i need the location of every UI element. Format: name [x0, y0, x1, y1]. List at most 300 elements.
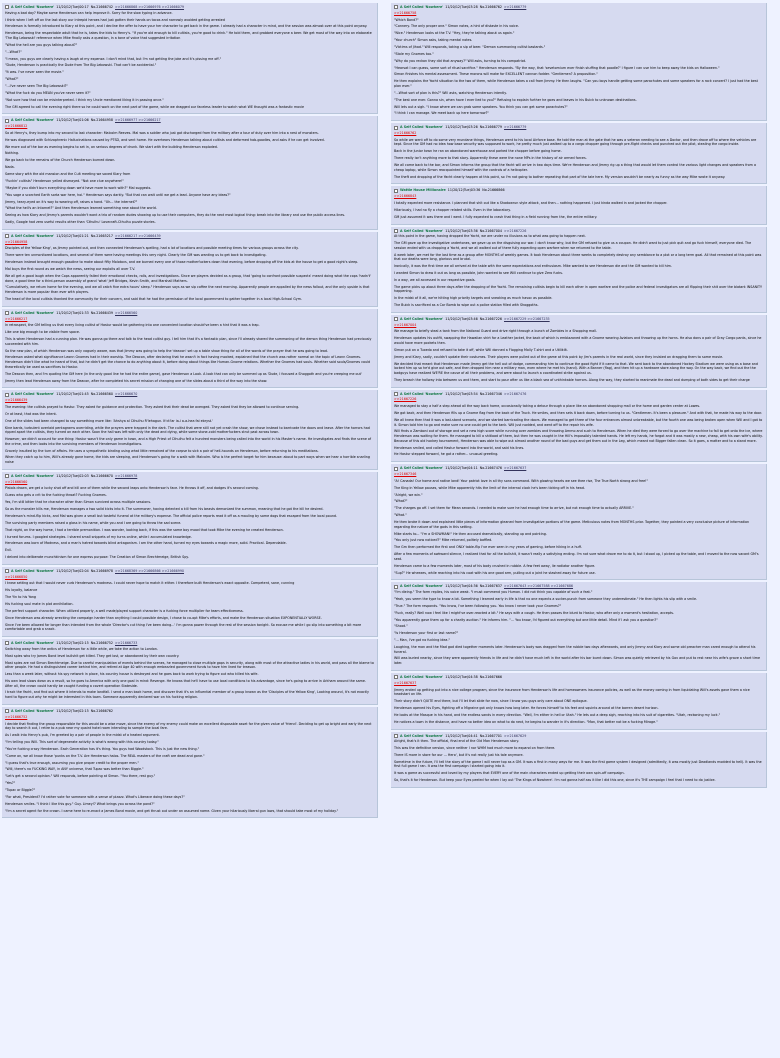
post-header	[5, 5, 374, 10]
post-body	[394, 131, 763, 179]
post-line: There really isn't anything more to that story. Apparently these were the none MPs in the history of air armed forces.	[394, 156, 587, 161]
post-line: As I walk into Henry's pub, I'm greeted by a pair of people in the midst of a heated argument.	[5, 733, 160, 738]
poster-name[interactable]: A Self Called 'Nowhere'	[400, 125, 444, 130]
reply-link[interactable]: >>21666843	[394, 194, 417, 199]
post-line: "I'm telling you Will. This sort of degenerate activity is what's wrong with this country today."	[5, 739, 159, 744]
poster-name[interactable]: A Self Called 'Nowhere'	[400, 228, 444, 233]
post-line: Sadly, Google had zero useful results other than 'Cthulhu' Lovecraft-Cthulhu puzzle stories.	[5, 220, 156, 225]
post-line: "True." The form responds. "You know, I've been following you. You know I never took your Gnomes?"	[394, 603, 562, 608]
post-date: 11/20/12(Tue)01:21	[56, 233, 89, 238]
post-header	[5, 118, 374, 123]
post-header	[5, 234, 374, 239]
post-body	[5, 575, 374, 632]
post-line: Henderson updates his outfit, swapping the Hawaiian shirt for a Leather Jacket, the back of which is emblazoned with a Gnome wearing Aviators and throwing up the horns. He also dons a pair of Gray Cargo pants, since he would have more pockets then.	[394, 336, 762, 345]
post-quote-links[interactable]: >>21667226	[504, 228, 527, 233]
post-line: "Fuckin' cultists" Henderson yelled dismayed. "Not one clue anywhere!"	[5, 178, 124, 183]
post-line: Henderson was born of Madness, and a man's hatred towards blind antagonism. I am the other hand, turned my eyes towards a magic more, solid. Practical. Dependable.	[5, 541, 287, 546]
post-line: Jimmy and Kiary, sadly, couldn't update their costumes. Their players were pulled out of the game at this point by Jim's parents in the real world, since they insisted on dragging them to some movie.	[394, 354, 724, 359]
post-line: Mike starts to... "I'm a SHOWMAN!" He then accused dramatically, standing up and pointing.	[394, 531, 547, 536]
post-line: Since Henderson was already wrecking the campaign harder than anything I could possible design, I chose to co-opt Mike's efforts, and make the Henderson situation EXPONENTIALLY WORSE.	[5, 615, 322, 620]
post-line: "Stole my Gnomes too."	[394, 51, 434, 56]
thread-post	[391, 227, 767, 313]
post-checkbox[interactable]	[394, 467, 398, 471]
post-date: 11/20/12(Tue)04:38	[445, 675, 478, 679]
post-line: We all come back to the bar, and Simon informs the group that the Yacht will arrive in two days time. We're Henderson and Jimmy rig up a thing that would let them control the various light changes and speakers from a cheap laptop, while Simon reacquainted himself with the controls of a helicopter.	[394, 163, 756, 172]
thread-post	[391, 732, 767, 789]
reply-link[interactable]: >>21666217	[5, 316, 28, 321]
post-checkbox[interactable]	[5, 311, 9, 315]
post-number[interactable]: No.21667004	[479, 228, 502, 233]
post-line: "Tupac or Biggie?"	[5, 787, 36, 792]
post-line: "Fuck, really? Well now I feel like I might've over-reacted a bit." He says with a cough. He then passes the blunt to Hastur, who after only a moment's hesitation, accepts.	[394, 610, 675, 615]
post-line: The King in Yellow pauses, while Mike apparently hits the limit of the internal clock he's been ticking off in his head.	[394, 485, 585, 490]
post-number[interactable]: No.21666762	[479, 5, 502, 9]
post-quote-links[interactable]: >>21667643 >>21667588 >>21667686	[504, 584, 574, 589]
post-body	[394, 323, 763, 383]
post-line: The Yin to his Yang	[5, 595, 37, 600]
post-line: This is when Henderson had a cunning plan. He was gonna go there and talk to the head cultist guy. I tell him that it's a fantastic plan, since I'll already shared the summoning of the demon thing Henderson had previously succeeded with him.	[5, 337, 372, 346]
post-line: Simon finishes his mental assessment. These morons will make for EXCELLENT cannon fodder. "Gentlemen? A proposition."	[394, 72, 598, 77]
post-line: "You sage a scorched Earth sorta war here, hoi." Henderson says darkly. "But that can wait until we get a lead. Anyone have any ideas?"	[5, 192, 231, 197]
post-line: I track the Yacht, and find out where it intends to make landfall. I send a man back home, and discover that it's an influential member of a group known as the 'Disciples of the Yellow King', Looking around, it's not exactly hard to figure out why he might be interested in this town. Someone apparently declared war on his fucking religion.	[5, 690, 369, 700]
post-line: Ironically, it was the first time we all arrived at the table with the same expectations and enthusiasm. Mike wanted to see Henderson die and the GM wanted to kill him.	[394, 264, 672, 269]
post-line: So, that's it for Henderson. But keep your Eyes peeled for when I lay out 'The Kings of Nowhere'. I'm not gonna half ass it like I did this one, since it's THE campaign I feel that I need to do justice.	[394, 778, 716, 783]
post-line: It was a game as successful and loved by my players that EVERY one of the main characters ended up getting their own spin-off campaign.	[394, 771, 625, 776]
post-line: In retrospect, the GM telling us that every living cultist of Hastur would be gathering into one convenient location should've been a hint that it was a trap.	[5, 323, 260, 328]
post-number[interactable]: No.21666866	[482, 188, 505, 193]
post-line: I wanted Simon to draw it out as long as possible, John wanted to see Will continue to give Zero fucks.	[394, 270, 564, 275]
post-checkbox[interactable]	[394, 126, 398, 130]
post-number[interactable]: No.21667666	[479, 675, 502, 679]
post-line: Evil.	[5, 548, 12, 553]
post-date: 11/20/12(Tue)01:06	[56, 118, 89, 123]
post-line: "What the fuck do you MEAN you've never seen it?"	[5, 90, 91, 95]
post-line: "Hearsat I can guess, some sort of ritual sacrifice." Henderson responds. "By the way, that 'sevetomium ever finish stuffing that poodle?' I figure I can use him to keep away the kids on Halloween."	[394, 65, 720, 70]
poster-name[interactable]: A Self Called 'Nowhere'	[400, 584, 444, 589]
post-line: Same story with the old mansion and the Cult meeting we saved Kiary from	[5, 172, 131, 177]
post-line: Switching away from the antics of Henderson for a little while, we take the action to London.	[5, 646, 158, 651]
post-quote-links[interactable]: >>21666779	[504, 125, 527, 130]
post-quote-links[interactable]: >>21667229 >>21667235	[504, 316, 550, 321]
post-number[interactable]: No.21666779	[479, 125, 502, 130]
poster-name[interactable]: A Self Called 'Nowhere'	[11, 392, 55, 397]
post-line: There were ten unmonitored locations, and several of them were having meetings this very night. Clearly the GM was wanting us to get back to investigating.	[5, 253, 267, 258]
post-number[interactable]: No.21666752	[90, 641, 113, 646]
post-line: "What?"	[5, 77, 19, 82]
post-line: Jimmy, teary-eyed on it's way to wearing off, raises a hand. "Uh... the internet?"	[5, 199, 138, 204]
post-line: I delved into deliberate munchkinism for one express purpose: The Creation of Simon Brechtmeige, British Spy.	[5, 555, 189, 560]
post-line: "...I've never seen The Big Lebowski?"	[5, 83, 68, 88]
post-number[interactable]: No.21667226	[479, 316, 502, 321]
post-line: They breach the hallway into between us and them, and start to pour after us like a black sea of unthinkable horrors. Along the way, they started to reanimate the dead and dumping of both sides to get their charge	[394, 377, 750, 382]
poster-name[interactable]: A Self Called 'Nowhere'	[400, 466, 444, 471]
post-line: The game picks up about three days after the dropping of the Yacht. The remaining cultists begin to kill each other in open warfare and the police and federal investigators are all flipping their shit over the blatant INSANITY happening.	[394, 284, 763, 294]
post-line: Sometime in the future, I'll tell the story of the game I will never top as a GM. It was a first in many ways for me. It was the first game system I designed (admittedly, it was mostly just Deadlands modded to hell). It was the first full game I ran. It was the first campaign I started going into it.	[394, 759, 762, 769]
post-checkbox[interactable]	[394, 392, 398, 396]
post-line: "Dude, Henderson is practically the Dude from The Big Lebowski. That can't be accidental."	[5, 63, 157, 68]
post-line: "It was. I've never seen the movie."	[5, 70, 64, 75]
post-line: Mal buys the first round as we watch the news, seeing our exploits all over T.V.	[5, 267, 136, 272]
thread-post	[2, 707, 378, 818]
post-line: Yes, I'm still bitter that he character other than Simon survived across multiple sessions.	[5, 500, 152, 505]
post-number[interactable]: No.21667346	[479, 391, 502, 396]
post-line: We manage to briefly steal a tank from the National Guard and drive right through a bunch of Zombies in a Shopping mall.	[394, 329, 598, 334]
reply-link[interactable]: >>21666439	[5, 398, 28, 403]
right-column	[391, 3, 767, 790]
post-line: The GM gave up the investigative undertones, we gave up on the disguising our war. I don't know why, but the GM refused to give us a coupon. He didn't want to just pick quit and go fuck himself, everyone died. The session ended with us dropping a Yacht, and we all walked out of there fully expecting open warfare when we returned to the table.	[394, 241, 752, 250]
post-line: The surviving party members raised a glass in his name, while you and I are going to throw the sad scene.	[5, 520, 182, 525]
post-number[interactable]: No.21666439	[90, 310, 113, 315]
post-date: 11/20/12(Tue)04:36	[445, 584, 478, 589]
post-checkbox[interactable]	[394, 734, 398, 738]
post-number[interactable]: No.21666742	[90, 5, 113, 9]
poster-name[interactable]: A Self Called 'Nowhere'	[11, 118, 55, 123]
post-line: "Shoot."	[394, 624, 408, 629]
reply-link[interactable]: >>21667004	[394, 322, 417, 327]
post-line: Back in the Junior town he ran an abandoned warehouse and parked the chopper before going home.	[394, 149, 562, 154]
post-line: "The charges go off. I set them for Mean seconds. I needed to make sure he had enough time to arrive, but not enough time to actually ARRIVE."	[394, 506, 634, 511]
post-quote-links[interactable]: >>21666560	[115, 310, 138, 315]
post-line: "I'm dieing." The form replies, his voice weak. "I must commend you Human. I did not think you capable of such a feat."	[394, 590, 593, 595]
post-body	[394, 681, 763, 725]
post-line: Less than a week later, without his spy network in place, his country house is destroyed and he goes back to work trying to figure out who killed his wife.	[5, 672, 259, 677]
post-body	[5, 480, 374, 560]
post-line: Nothing.	[5, 151, 20, 156]
post-line: His fucking soul mate in plot annihilation.	[5, 602, 74, 607]
post-line: "Yes?"	[5, 781, 16, 786]
post-line: There IS more in store for our ... Hero', but it's not really just his tale anymore.	[394, 752, 524, 757]
poster-name[interactable]: A Self Called 'Nowhere'	[400, 316, 444, 321]
poster-name[interactable]: A Self Called 'Nowhere'	[400, 5, 444, 9]
post-line: Henderson is formally introduced to Kiary at this point, and I decline the offer to have your her character to get back in the game. I already had a character in mind, and the session was almost over at this point anyway.	[5, 24, 368, 29]
post-header	[394, 5, 763, 10]
reply-link[interactable]: >>21666850	[5, 574, 28, 579]
thread-post	[391, 315, 767, 388]
post-quote-links[interactable]: >>21666670	[115, 392, 138, 397]
poster-name[interactable]: A Self Called 'Nowhere'	[11, 709, 55, 713]
post-header	[394, 392, 763, 397]
post-line: "What."	[394, 513, 407, 518]
post-checkbox[interactable]	[5, 569, 9, 573]
post-line: Henderson instead brought enough gasoline to make about fifty Molotovs, and we burned every one of those motherfuckers down that evening, before dropping off the kids at the house to get a good night's sleep.	[5, 260, 359, 265]
post-body	[394, 739, 763, 783]
post-line: "Is Henderson your first or last name?"	[394, 631, 459, 636]
post-line: We all knew then that it was a last-stand scenario, and we started barricading the doors. We managed to get three of the four entrances almost unbreakable, but the fourth one was being broken open when Will and I got to it. Simon told him to go and make sure no one could get to the tank. Will just nodded, and went off to the repair his wife.	[394, 417, 763, 427]
post-number[interactable]: No.21667476	[479, 466, 502, 471]
post-body	[394, 472, 763, 575]
post-date: 11/20/12(Tue)02:15	[56, 709, 89, 713]
post-line: Most spies who try James Bond level bullshit get killed. They get lost, or abandoned by their own country.	[5, 653, 180, 658]
post-line: Henderson's mind-flip kicks, and Mal was given a small but tasteful funeral at the military's expense. The official police reports read it off as a mauling by some dogs that escaped from the local pound.	[5, 513, 338, 518]
post-line: "You only just now noticed?" Mike returned, politely baffled.	[394, 538, 493, 543]
post-checkbox[interactable]	[394, 585, 398, 589]
post-line: We more out of the bar as evening begins to set in, on serious degrees of drunk. We start with the building Henderson exploded.	[5, 144, 218, 149]
post-checkbox[interactable]	[5, 234, 9, 238]
post-header	[394, 734, 763, 739]
thread-post	[2, 567, 378, 637]
post-body	[394, 590, 763, 666]
poster-name[interactable]: A Self Called 'Nowhere'	[11, 310, 55, 315]
post-line: The GM agreed to call the evening right there so he could work on the next part of the game, while we dragged our faceless leader to watch what WE thought was a fantastic movie	[5, 104, 305, 109]
post-header	[394, 188, 763, 193]
post-header	[5, 641, 374, 646]
post-line: This was the definitive version, since neither I nor WHM had much more to expand on from there.	[394, 746, 556, 751]
post-line: "Yeah, you seem the type to know a lot. Something I learned early in life is that no one expects a sucker-punch from someone they underestimate." He then lights his slip with a smile.	[394, 596, 698, 601]
post-body	[394, 397, 763, 457]
post-date: 11/20/12(Tue)03:36	[447, 188, 481, 193]
post-line: Henderson opened his Eyes, fighting off a Migraine got only knows how long later. He forces himself to his feet and squints around at the barren desert horizon.	[394, 705, 659, 710]
post-quote-links[interactable]: >>21666978	[115, 473, 138, 478]
post-line: "Cumulatively, we return home for the evening, and we all catch five extra hours' sleep." Henderson says as we sip coffee the next morning. Apparently people are appalled by the news fallout, and the only upside is that Henderson is more popular than ever with players.	[5, 285, 370, 295]
post-quote-links[interactable]: >>21666217 >>21666439	[115, 233, 161, 238]
thread-post	[391, 582, 767, 671]
post-number[interactable]: No.21666978	[90, 568, 113, 573]
post-line: "Not sure how that can be misinterpreted. I think my Uncle mentioned liking it in passing once."	[5, 97, 164, 102]
post-line: One of the slides had been changed to say something more like: 'Ahshya al Cthulhu R'lehagun. It'ctl'ar ia-i a-a-hea fai ebryst.'	[5, 418, 214, 423]
post-line: "A! Canada! Our home and native land! Your patriot love in all thy sons command. With glowing hearts we see thee rise, The True North strong and free!"	[394, 478, 648, 483]
poster-name[interactable]: A Self Called 'Nowhere'	[11, 5, 55, 9]
post-checkbox[interactable]	[5, 474, 9, 478]
post-line: "What?"	[394, 499, 408, 504]
post-body	[5, 11, 374, 110]
post-number[interactable]: No.21667637	[479, 584, 502, 589]
post-line: Will was buried nearby, since they were apparently friends in life and he didn't have much left in the world after his bar burnt down. Simon was quietly retrieved by his Gov and put to rest near his wife's grave a short time later.	[394, 656, 760, 666]
post-line: Hilariously, I had no fly a chopper related skills. Even in the laboratory.	[394, 207, 511, 212]
post-checkbox[interactable]	[5, 709, 9, 713]
poster-name[interactable]: A Self Called 'Nowhere'	[11, 233, 55, 238]
post-header	[394, 584, 763, 589]
post-line: "... Man, I've got no fucking idea."	[394, 638, 451, 643]
thread-post	[391, 123, 767, 184]
poster-name[interactable]: A Self Called 'Nowhere'	[11, 641, 55, 646]
post-line: He then broke it down and explained little pieces of information gleaned from investigative portions of the game. Meticulous notes from MONTHS prior. Together, they painted a very conclusive picture of information regarding the nature of the gods in this setting.	[394, 520, 750, 529]
post-checkbox[interactable]	[5, 5, 9, 9]
post-line: "I guess that's true enough, assuming you give proper credit to the proper men."	[5, 760, 139, 765]
post-line: So the new plan, of which Henderson was only vaguely aware, was that Jimmy was going to help the 'deacon' set up a table show thing for all of the words of the prayer that he was going to lead.	[5, 348, 329, 353]
post-line: So at Henry's, they bump into my second to last character: Malcolm Reeves. Mal was a soldier who just got discharged from the military after a tour of duty over him into a nest of monsters.	[5, 130, 319, 135]
post-line: "Your church" Simon asks, taking mental notes.	[394, 38, 473, 43]
reply-link[interactable]: >>21666762	[394, 130, 417, 135]
post-line: He notices a town in the distance, and have no better idea on what to do next, he begins to wander in it's direction. "Man, that better not be a fucking Mirage."	[394, 719, 658, 724]
post-line: In the midst of it all, we're hitting high priority targets and sneaking as much havoc as possible.	[394, 296, 553, 301]
post-line: Henderson asked what significance Leonn Gnomes had in their worship. The Deacon, after declaring that he wasn't in fact having mocked, explained that the church was rather normal on the topic of Leonn Gnomes. Henderson didn't like what he heard of that, but he didn't get the chance to do anything about it, before doing about things like Human-Gnome relations. Whether the Gnomes had souls. Whether said souls/Gnomes could theoretically be used as sacrifices to Hastur.	[5, 355, 371, 369]
post-line: Or at least, that was the intent.	[5, 411, 57, 416]
post-line: The Buick is sacrificed as a Car Bomb to wipe out a police station filled with Shoggoths.	[394, 303, 539, 308]
thread-post	[391, 673, 767, 730]
post-line: "I think I can manage. We meet back up here tomorrow?"	[394, 111, 489, 116]
reply-link[interactable]: >>21666560	[5, 479, 28, 484]
thread-post	[2, 3, 378, 114]
post-line: "Alright, we win."	[394, 492, 423, 497]
post-line: "Which Bond?"	[394, 17, 419, 22]
post-line: Since I've been allowed far longer than intended from the whole 'Director's cut thing I've been doing...' I'm gonna power through the rest of the session tonight. So excuse me while I go slip into something a bit more comfortable and grab a snack.	[5, 622, 362, 632]
post-line: "Let's get a second opinion." Will responds, before pointing at Simon. "You there, rest guy."	[5, 774, 156, 779]
post-line: Having a bad day? Maybe some Henderson can help improve it. Sorry for the slow typing in advance.	[5, 10, 173, 15]
post-line: I knew setting out that I would never curb Henderson's madness. I could never hope to match it either. I therefore built Henderson's exact opposite. Competent, sane, cunning	[5, 581, 295, 586]
post-checkbox[interactable]	[5, 119, 9, 123]
post-line: His own lead slows down as a result, so he goes to America with only one goal in mind: Revenge. He knows that he'll have to use local conditions to his advantage, since he's going to arrive in Arkham around the same. After all, the crown could hardly be caught funding a covert operation Stateside.	[5, 678, 366, 688]
post-checkbox[interactable]	[394, 675, 398, 679]
post-quote-links[interactable]: >>21667637	[504, 466, 527, 471]
post-line: When they catch up to him, Will's already gone home, the kids are sleeping, and Henderson's going for a walk with Malcolm. Who is the perfect target for him because: about to part ways when we hear a horrible snarling noise	[5, 455, 370, 465]
post-line: We decided that meant that Henderson made Jimmy get the hell out of dodge, commanding him to continue the good fight if it came to that. We sent back to the abandoned Hockey Stadium we were using as a base and locked him up so he'd give out safe, and then dropped him near a military man, even where he met his (hand). With a Banner (flag), and then hit up a hardware store along the way. On the way back, we find out the the badguys have realized WE'RE the cause of all their problems, and were about to launch a coordinated strike against us.	[394, 361, 758, 375]
post-number[interactable]: No.21664958	[90, 118, 113, 123]
post-line: So as the monster kills me, Henderson manages a two solid kicks into it. The summoner, having detected a kill from his beasts demonized the summon, meaning that he got the kill he desired.	[5, 507, 324, 512]
post-header	[5, 569, 374, 574]
reply-link[interactable]: >>21667226	[394, 397, 417, 402]
poster-name[interactable]: A Self Called 'Nowhere'	[11, 568, 55, 573]
post-quote-links[interactable]: >>21668369 >>21666866 >>21666990	[115, 568, 185, 573]
post-number[interactable]: No.21667701	[479, 733, 502, 738]
post-line: GM just assumed it was there and I went. I fully expected to crash that thing in a field running from the, the entire military.	[394, 214, 598, 219]
post-line: He Hastur stepped forward, he got a rather... unusual greeting.	[394, 452, 499, 457]
post-line: I turned forums. I googled strategies. I shared small snippets of my turns online, while I accumulated knowledge.	[5, 534, 192, 539]
post-line: Will lets out a sigh. "I know where we can grab some speakers. You think you can get some parachutes?"	[394, 104, 568, 109]
post-body	[394, 234, 763, 308]
post-date: 11/20/12(Tue)02:15	[56, 641, 89, 646]
post-header	[394, 466, 763, 471]
reply-link[interactable]: >>21666752	[5, 714, 28, 719]
post-line: "Come on, we all know those 'punks on the T.V. Are Henderson halos. The REAL masters of the craft are dead and gone."	[5, 753, 205, 758]
post-date: 11/20/12(Tue)01:45	[56, 392, 89, 397]
post-line: After a few moments of awkward silence, I realized that for all the bullshit, it wasn't really a satisfying ending. I'm not sure what drove me to do it, but I stood up, I picked up the table, and I moved to the now vacant GM's seat.	[394, 552, 759, 561]
post-line: Disciples of the Yellow King', as Jimmy pointed out, and then connected Henderson's spelling, had a lot of locations and possible meeting times for various groups across the city.	[5, 246, 299, 251]
thread-post	[391, 3, 767, 121]
post-line: However, we didn't account for one thing: Hastur wasn't the only game in town, and a High Priest of Cthulhu felt a hundred monsters being called into the world in his Master's name. He investigates and finds the scene of the crime, and then looks into the surviving members of Henderson Investigations.	[5, 437, 372, 446]
post-checkbox[interactable]	[394, 229, 398, 233]
reply-link[interactable]: >>21667637	[394, 680, 417, 685]
post-date: 11/20/12(Tue)02:04	[56, 568, 89, 573]
post-quote-links[interactable]: >>21666977 >>21666217	[115, 118, 161, 123]
poster-name[interactable]: Wattle House Millionaire	[400, 188, 446, 193]
post-line: We go back to the remains of the Church Henderson burned down.	[5, 158, 116, 163]
post-date: 11/20/12(Tue)01:33	[56, 310, 89, 315]
post-quote-links[interactable]: >>21666868 >>21666976 >>21666079	[115, 5, 185, 9]
post-line: "Sup?" He wheezes, while reaching into his coat with his one good arm, pulling out a joint he stashed away for future use.	[394, 570, 596, 575]
post-number[interactable]: No.21666762	[90, 709, 113, 713]
post-line: The theft and dropping of the Yacht clearly happen at this point, so I'm not going to bother repeating that part of the tale here. My version wouldn't be nearly as funny as the way Mike wrote it anyway.	[394, 174, 726, 179]
post-header	[394, 229, 763, 234]
post-quote-links[interactable]: >>21667476	[504, 391, 527, 396]
reply-link[interactable]: >>21667346	[394, 472, 417, 477]
post-line: "Maybe if you didn't burn everything down we'd have more to work with?" Mal suggests.	[5, 185, 152, 190]
post-line: We all get a good laugh when the Cops apparently failed their emotional checks, rolls, and investigations. Since we players decided as a group, that 'going to confront possible suspects' meant doing what the cops 'hadn't' done, a good time for a third-person assembly of grand 'what' Jeff Bridges, Kevin Smith, and Marshall Mathers.	[5, 273, 371, 283]
post-line: He then explains the Yacht situation to the two of them, while Henderson takes a call from Jimmy. He then laughs. "Can you boys handle getting some parachutes and some speakers for a rock concert? I just had the best plan ever."	[394, 79, 758, 88]
poster-name[interactable]: A Self Called 'Nowhere'	[400, 391, 444, 396]
thread-post	[2, 639, 378, 705]
post-line: Will finds a Zamboni out of storage and set a new high score while running over zombies and throwing Ammo and such to Henderson. When he died they were forced to go over the machine to fall to get onto the ice, where Henderson was waiting for them. He managed to kill a shitload of them, but then he was caught in the Hill's impossibly talented hands. He left my hands, he forgot and it was mostly a new, cheap, with his own wife's ability. Because of this old hockey tournament, Henderson was able to wipe out almost another round of the bad guys and get them out in the Leg, which meant not Bigger fallen clean. So it goes, a matter and to a stand more.	[394, 429, 763, 443]
post-line: So while we went off to do some very mundane things, Henderson went to his local Airforce base. He told the man at the gate that he was a veteran needing to see a Doctor, and then drove off to where the vehicles are kept. Since the GM had no idea how base security was supposed to work, he pretty much just walked up to a cargo chopper going through pre-flight checks and punched out the pilot, stealing the cargo inside.	[394, 137, 757, 147]
thread-post	[2, 390, 378, 470]
post-quote-links[interactable]: >>21666733	[115, 641, 138, 646]
post-line: The Gm then performed the first and ONLY table-flip I've ever seen in my years of gaming, before hiking in a huff.	[394, 545, 582, 550]
thread-post	[391, 390, 767, 463]
post-line: "You're fucking crazy Henderson. Each Generation has it's thing. You guys had Woodstock. This is just the new thing."	[5, 746, 200, 751]
thread-post	[391, 464, 767, 580]
post-line: Henderson, being the respectable adult that he is, takes the kids to Henry's. "If you're old enough to kill cultists, you're good to drink." He told them, and grabbed everyone a beer. We get most of the way into an elaborate 'The Big Lebowski' reference when Mike finally asks a question, in a tone of voice that suggested irritation	[5, 31, 372, 40]
post-line: He was diagnosed with Schizophrenic Hallucinations caused by PTSD, and sent home. He overhears Henderson talking about cultists and deformed hob-goodies, and asks if he can get involved.	[5, 137, 325, 142]
post-line: Simon put on a Tuxedo and refused to take it off, while Will donned a Flogging Molly T-shirt and a Utilikilt.	[394, 347, 568, 352]
post-line: Like one big enough to be visible from space.	[5, 330, 80, 335]
post-checkbox[interactable]	[394, 5, 398, 9]
post-date: 11/20/12(Tue)03:28	[445, 5, 478, 9]
post-line: Their story didn't QUITE end there, but I'll let that slide for now, since I know you guys only care about ONE epilogue.	[394, 699, 588, 704]
post-body	[394, 194, 763, 219]
post-header	[5, 392, 374, 397]
post-line: Henderson smiles. "I think I like this guy." Guy. Limey!? What brings you across the pond?"	[5, 801, 155, 806]
reply-link[interactable]: >>21664958	[5, 239, 28, 244]
post-line: That night, on the way home, I had a terrible premonition. I was wonder, looking back, if this was the same boy mood that took Mike the evening he created Henderson.	[5, 527, 284, 532]
post-line: Guess who gets a crit to the fucking throat? Fucking Gnomes.	[5, 493, 107, 498]
poster-name[interactable]: A Self Called 'Nowhere'	[400, 675, 444, 679]
post-line: I totally expected more resistance. I planned that shit out like a Shadowrun style attack, and then... nothing happened. I just kinda walked in and jacked the chopper.	[394, 200, 668, 205]
reply-link[interactable]: >>21666812	[5, 124, 28, 129]
post-body	[5, 715, 374, 814]
post-date: 11/20/12(Tue)04:11	[445, 466, 478, 471]
post-checkbox[interactable]	[394, 189, 398, 193]
post-number[interactable]: No.21666670	[90, 473, 113, 478]
post-date: 11/20/12(Tue)02:03	[56, 473, 89, 478]
post-line: We managed to stay a half a step ahead all the way back home, occasionally taking a detour through a place like an abandoned shopping mall or the home and garden center at Lowes.	[394, 404, 701, 409]
post-line: The head of the local cultists thanked the community for their concern, and said that he had the permission of the local government to gather together in a local High-School Gym.	[5, 296, 302, 301]
post-body	[5, 317, 374, 384]
post-line: "Will, there's no FUCKING WAY, in ANY universe, that Tupac was better than Biggie."	[5, 767, 144, 772]
post-line: Pistols drawn, we get a lucky shot off and kill one of them while the second leaps onto Henderson's face. He throws it off, and dodges it's second coming.	[5, 486, 259, 491]
poster-name[interactable]: A Self Called 'Nowhere'	[11, 473, 55, 478]
post-header	[394, 317, 763, 322]
post-date: 11/20/12(Tue)04:41	[445, 733, 478, 738]
post-line: Alright, that's it then. The official, final end of the Old Man Henderson story.	[394, 739, 519, 744]
post-line: In a way, we all accessed in our respective goals.	[394, 277, 476, 282]
post-checkbox[interactable]	[5, 641, 9, 645]
post-body	[5, 647, 374, 700]
thread-post	[2, 472, 378, 565]
post-line: "The best one ever. Gonna sin, when have I ever lied to you?" Refusing to explain further he goes and leaves in his Buick to unknown destinations.	[394, 97, 637, 102]
post-checkbox[interactable]	[394, 317, 398, 321]
post-line: "...What?"	[5, 49, 22, 54]
post-line: "I mean, you guys are clearly having a laugh at my expense. I don't mind that, but I'm not getting the joke and it's pissing me off."	[5, 56, 222, 61]
post-line: The Deacon then, and I'm quoting the GM here (in the only good line he had the entire game), gave Henderson a Look. A look that can only be summed up as 'Dude, I focused a Shoggoth and you're creeping me out'	[5, 371, 362, 376]
post-line: A week later, we met for the last time as a group after MONTHS of weekly games. It took Henderson about three weeks to completely destroy any semblance to a plot or a long term goal. All that remained at this point was that our deaths were long, glorious and brutal.	[394, 252, 762, 262]
post-line: Laughing, the man and the Mad god died together moments later. Henderson's body was dragged from the rubble two days afterwards, and only Jimmy and Kiary and some old preacher man cared enough to attend his funeral.	[394, 644, 756, 654]
post-line: Most spies are not Simon Brechtmeige. Due to careful manipulation of events behind the scenes, he managed to close multiple gaps in security, along with most of the attractive ladies in his world, and pass all the blame to other people. He had a distinguished career behind him, and retired at Age 40 with enough embezzled government funds to have him lined for treason.	[5, 660, 374, 670]
post-line: "For what, President? I'd rather vote for someone with a sense of pizazz. What's Liberace doing these days?"	[5, 794, 185, 799]
post-checkbox[interactable]	[5, 393, 9, 397]
post-line: "I'm a secret agent for the crown. I came here to re-enact a James Bond movie, and get thrust out under an assumed name. Given your hilariously liberal gun laws, that should take most of my holiday."	[5, 808, 339, 813]
post-header	[394, 125, 763, 130]
post-header	[5, 709, 374, 714]
post-line: Jimmy then lead Henderson away from the Deacon, after he completed his secret mission of changing one of the slides about a third of the way into the show.	[5, 378, 268, 383]
post-line: Nada.	[5, 165, 15, 170]
poster-name[interactable]: A Self Called 'Nowhere'	[400, 733, 444, 738]
post-line: Gravely insulted by the turn of affairs. He uses a sympathetic binding using what little remained of the corpse to sick a pair of hell-hounds on Henderson, before returning to his meditations.	[5, 448, 319, 453]
post-line: "Why do you reckon they did that anyway?" Will asks, turning to his compatriot.	[394, 58, 527, 63]
reply-link[interactable]: >>21666758	[394, 10, 417, 15]
post-date: 11/20/12(Tue)03:36	[445, 228, 478, 233]
post-number[interactable]: No.21665217	[90, 233, 113, 238]
post-quote-links[interactable]: >>21667629	[504, 733, 527, 738]
post-line: I think when I left off on the last story our intrepid heroes had just gotten their hands on tacos and narrowly avoided getting arrested	[5, 17, 225, 22]
post-number[interactable]: No.21666560	[90, 392, 113, 397]
post-header	[394, 675, 763, 680]
thread-post	[2, 116, 378, 230]
post-line: At this point in the game, having dropped the Yacht, we are under no illusions as to what was going to happen next.	[394, 234, 586, 239]
post-date: 11/20/12(Tue)00:17	[56, 5, 89, 9]
post-line: The perfect support character. When utilized properly, a well made/played support character is a fucking force multiplier for team effectiveness.	[5, 608, 244, 613]
thread-post	[391, 186, 767, 224]
post-line: His loyalty, balance	[5, 588, 38, 593]
post-quote-links[interactable]: >>21666779	[504, 5, 527, 9]
